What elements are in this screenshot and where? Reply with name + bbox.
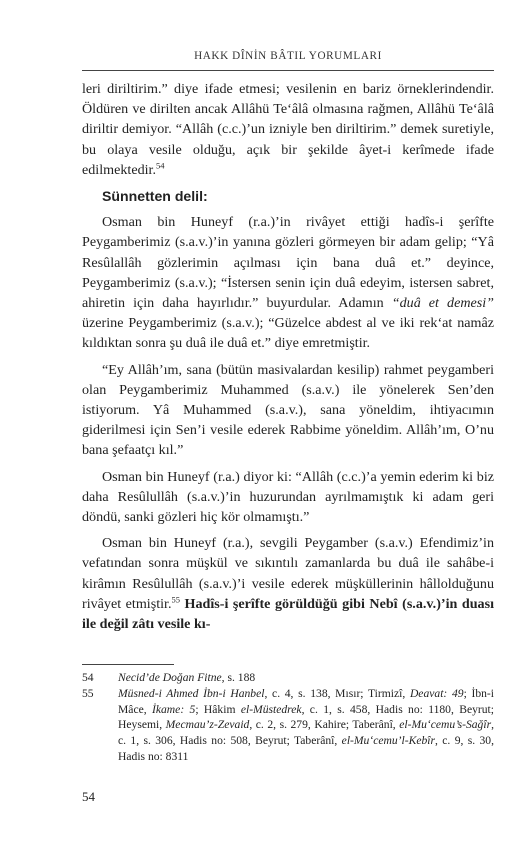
footnote-ref-55[interactable]: 55 (171, 594, 180, 605)
header-rule (82, 70, 494, 71)
body-text (82, 79, 494, 640)
footnote-text: Müsned-i Ahmed İbn-i Hanbel, c. 4, s. 138, Mısır; Tirmizî, Deavat: 49; İbn-i Mâce, İkame: 5; Hâkim el-Müstedrek, c. 1, s. 458, Hadis no: 1180, Beyrut; Heysemi, Mecmau’z-Zevaid, c. 2, s. 279, Kahire; Taberânî, el-Mu‘cemu’s-Sağîr, c. 1, s. 306, Hadis no: 508, Beyrut; Taberânî, el-Mu‘cemu’l-Kebîr, c. 9, s. 30, Hadis no: 8311 (118, 686, 495, 763)
paragraph-1: leri diriltirim.” diye ifade etmesi; vesilenin en bariz örneklerindendir. Öldüren ve dirilten ancak Allâhü Te‘âlâ olmasına rağmen, Allâhü Te‘âlâ diriltir demiyor. “Allâh (c.c.)’un izniyle ben diriltirim.” demek suretiyle, bu olaya vesile olduğu, açık bir şekilde âyet-i kerîmede ifade edilmektedir.$^{54}$ (82, 81, 494, 178)
page-number: 54 (82, 789, 95, 804)
bold-emphasis: Hadîs-i şerîfte görüldüğü gibi Nebî (s.a.v.)’in duası ile değil zâtı vesile kı- (82, 595, 494, 633)
paragraph-5: Osman bin Huneyf (r.a.), sevgili Peygamber (s.a.v.) Efendimiz’in vefatından sonra müşkül ve sıkıntılı zamanlarda bu duâ ile sahâbe-i kirâmın Resûlullâh (s.a.v.)’i vesile ederek müşküllerinin hâllolduğunu rivâyet etmiştir.$^{55}$ Hadîs-i şerîfte görüldüğü gibi Nebî (s.a.v.)’in duası ile değil zâtı vesile kı- (82, 535, 494, 633)
paragraph-3: “Ey Allâh’ım, sana (bütün masivalardan kesilip) rahmet peygamberi olan Peygamberimiz Muhammed (s.a.v.) ile yönelerek Sen’den istiyorum. Yâ Muhammed (s.a.v.), sana yöneldim, ihtiyacımın giderilmesi için Sen’i vesile ederek Rabbime yöneldim. Allâh’ım, O’nu bana şefaatçı kıl.” (82, 361, 494, 459)
footnote-rule (82, 664, 174, 665)
footnote-text: Necid’de Doğan Fitne, s. 188 (118, 671, 256, 684)
footnotes (82, 670, 494, 765)
section-heading: Sünnetten delil: (102, 188, 208, 205)
paragraph-2: Osman bin Huneyf (r.a.)’in rivâyet ettiği hadîs-i şerîfte Peygamberimiz (s.a.v.)’in yanına gözleri görmeyen bir adam gelip; “Yâ Resûlallâh gözlerimin açılması için bana duâ et.” deyince, Peygamberimiz (s.a.v.); “İstersen senin için duâ edeyim, istersen sabret, ahiretin için daha hayırlıdır.” buyurdular. Adamın “duâ et demesi” üzerine Peygamberimiz (s.a.v.); “Güzelce abdest al ve iki rek‘at namâz kıldıktan sonra şu duâ ile duâ et.” diye emretmiştir. (82, 214, 494, 352)
footnote-54 (82, 670, 494, 686)
running-header: HAKK DÎNİN BÂTIL YORUMLARI (194, 50, 382, 62)
footnote-55 (82, 686, 494, 765)
emphasis: “duâ et demesi” (391, 295, 494, 312)
paragraph-4: Osman bin Huneyf (r.a.) diyor ki: “Allâh (c.c.)’a yemin ederim ki biz daha Resûlullâh (s.a.v.)’in huzurundan ayrılmamıştık ki adam geri döndü, sanki gözleri hiç kör olmamıştı.” (82, 468, 494, 526)
footnote-ref-54[interactable]: 54 (155, 160, 165, 171)
footnote-number: 55 (82, 686, 94, 700)
footnote-number: 54 (82, 671, 94, 684)
